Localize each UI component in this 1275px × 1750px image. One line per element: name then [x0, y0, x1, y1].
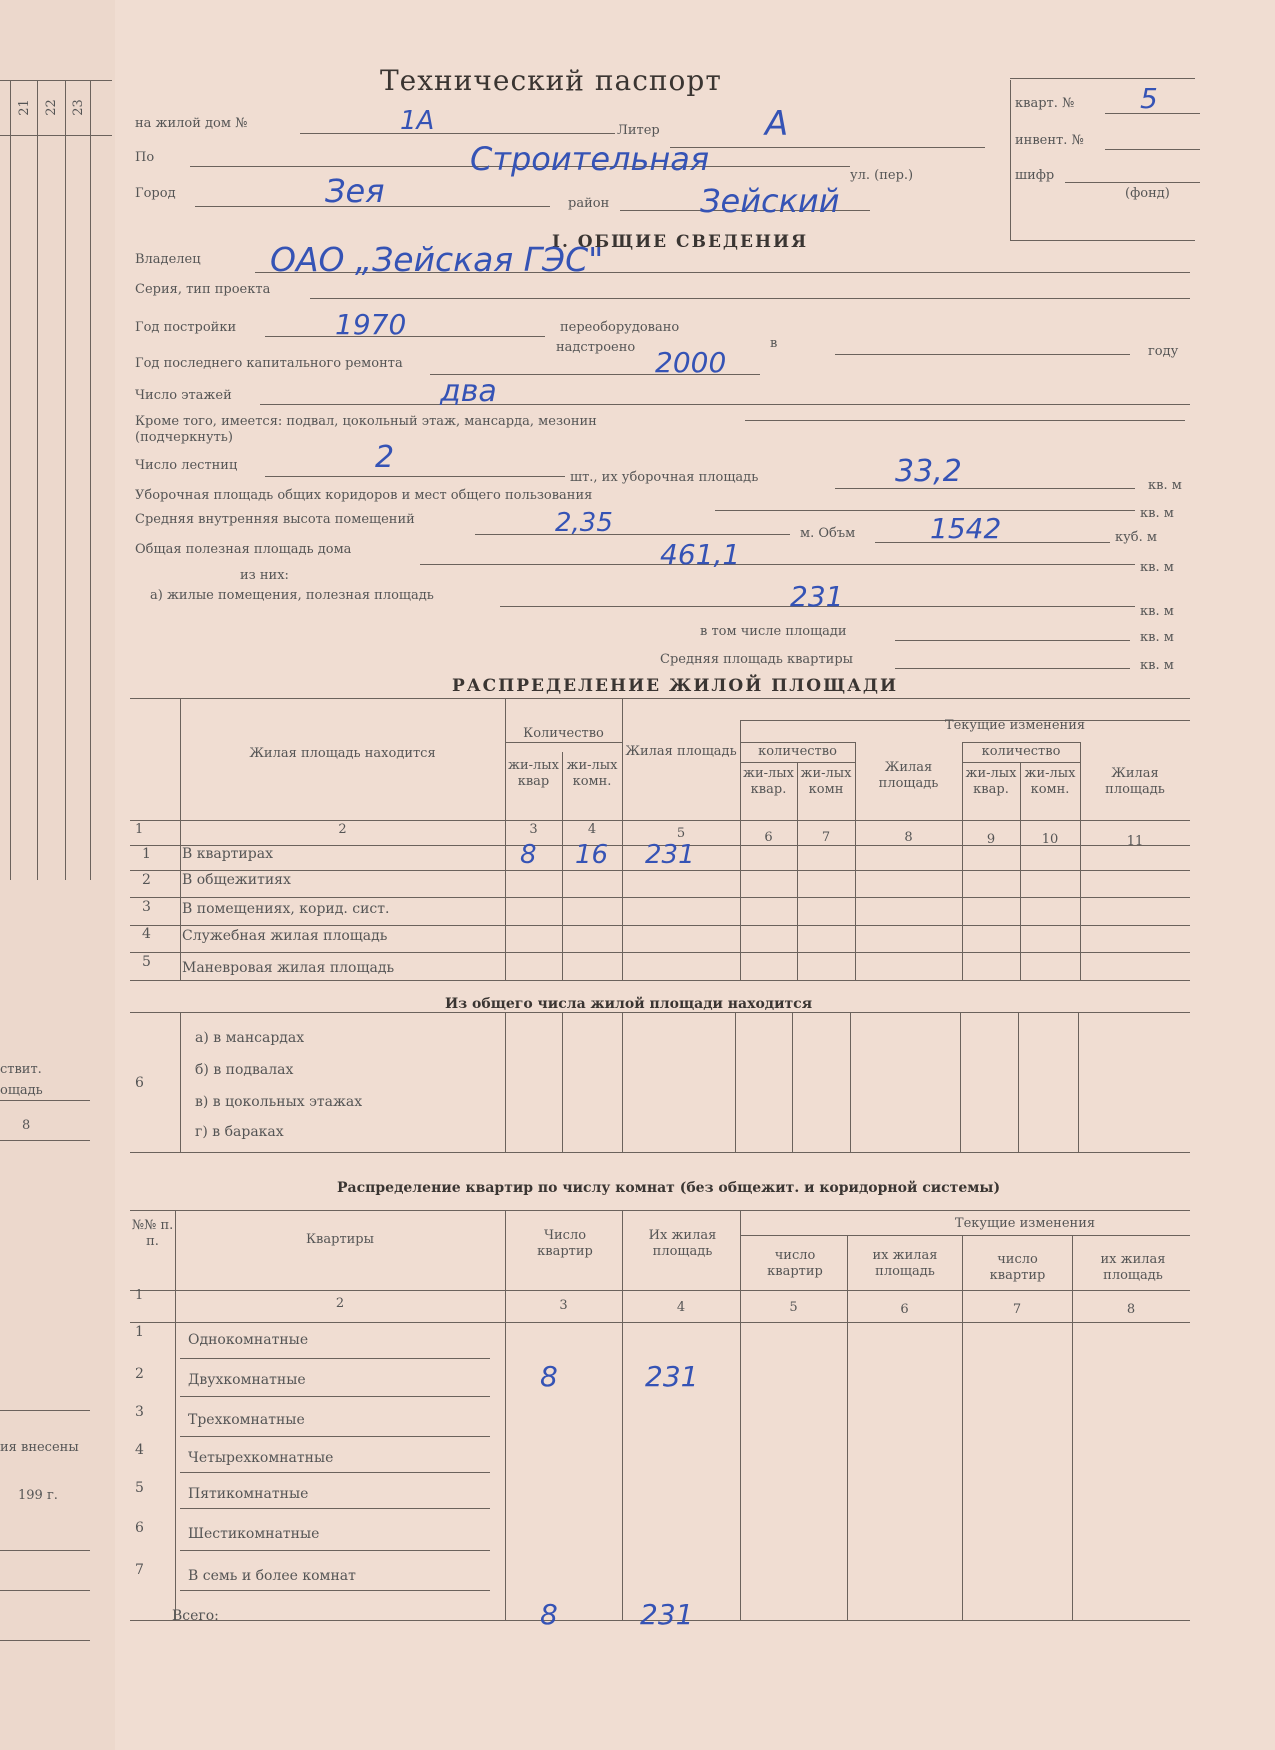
apt-label: кварт. № — [1015, 96, 1075, 111]
strip-text: ия внесены — [0, 1440, 79, 1455]
subtable-number: 6 — [135, 1075, 144, 1091]
col-apts2: жи-лых квар. — [743, 766, 794, 797]
rooms-row-label: Шестикомнатные — [188, 1526, 320, 1542]
col-location: Жилая площадь находится — [249, 746, 436, 761]
rooms-col-no: №№ п. п. — [131, 1218, 174, 1249]
total-value: 461,1 — [660, 538, 741, 571]
incl-label: в том числе площади — [700, 624, 847, 639]
liter-label: Литер — [617, 123, 660, 138]
col-qty: Количество — [523, 726, 604, 741]
stairs-value: 2 — [375, 440, 395, 475]
district-value: Зейский — [700, 182, 840, 220]
of-them-label: из них: — [240, 568, 289, 583]
stairs-label: Число лестниц — [135, 458, 238, 473]
col-area3: Жилая площадь — [1105, 766, 1165, 797]
row-number: 3 — [142, 899, 151, 915]
row-area: 231 — [645, 840, 695, 870]
col-number: 4 — [587, 822, 597, 837]
section-general-title: I. ОБЩИЕ СВЕДЕНИЯ — [552, 232, 809, 252]
in-label: в — [770, 336, 778, 351]
city-label: Город — [135, 186, 176, 201]
strip-col: 22 — [43, 99, 59, 116]
apt-value: 5 — [1140, 82, 1158, 115]
series-label: Серия, тип проекта — [135, 282, 271, 297]
height-label: Средняя внутренняя высота помещений — [135, 512, 415, 527]
distribution-title: РАСПРЕДЕЛЕНИЕ ЖИЛОЙ ПЛОЩАДИ — [452, 676, 899, 696]
col-qty3: количество — [981, 744, 1061, 759]
col-number: 9 — [986, 832, 996, 847]
col-number: 3 — [529, 822, 538, 837]
rooms-row-number: 5 — [135, 1480, 144, 1496]
row-number: 2 — [142, 872, 151, 888]
volume-value: 1542 — [930, 512, 1002, 545]
living-value: 231 — [790, 580, 844, 613]
year-value: 1970 — [335, 308, 407, 341]
cubm-unit: куб. м — [1115, 530, 1157, 545]
col-number: 10 — [1041, 832, 1059, 847]
rooms-row-area: 231 — [645, 1360, 699, 1393]
stairs-unit: шт., их уборочная площадь — [570, 470, 759, 485]
sqm-unit: кв. м — [1140, 506, 1174, 521]
row-rooms: 16 — [575, 840, 609, 870]
invent-label: инвент. № — [1015, 133, 1084, 148]
rooms-col-number: 6 — [900, 1302, 909, 1317]
rooms-row-label: Пятикомнатные — [188, 1486, 309, 1502]
strip-text: ствит. — [0, 1062, 42, 1077]
rooms-row-label: Трехкомнатные — [188, 1412, 305, 1428]
rooms-col-area3: их жилая площадь — [1100, 1252, 1166, 1283]
col-apts: жи-лых квар — [508, 758, 559, 789]
rooms-col-number: 2 — [335, 1296, 345, 1311]
sqm-unit: кв. м — [1140, 630, 1174, 645]
added-label: надстроено — [556, 340, 636, 355]
rooms-col-area2: их жилая площадь — [872, 1248, 938, 1279]
district-label: район — [568, 196, 610, 211]
height-value: 2,35 — [555, 508, 613, 538]
rooms-table-title: Распределение квартир по числу комнат (без общежит. и коридорной системы) — [337, 1180, 1001, 1196]
strip-text: 199 г. — [18, 1488, 58, 1503]
total-label: Общая полезная площадь дома — [135, 542, 352, 557]
repair-value: 2000 — [655, 346, 727, 379]
strip-col: 21 — [16, 99, 32, 116]
subtable-row: б) в подвалах — [195, 1062, 294, 1078]
volume-label: м. Объм — [800, 526, 856, 541]
rooms-row-label: Четырехкомнатные — [188, 1450, 334, 1466]
rooms-row-count: 8 — [540, 1360, 558, 1393]
row-label: В помещениях, корид. сист. — [182, 901, 390, 917]
rooms-total-label: Всего: — [172, 1608, 219, 1624]
corridors-label: Уборочная площадь общих коридоров и мест общего пользования — [135, 488, 593, 503]
fond-label: (фонд) — [1125, 186, 1170, 201]
repair-label: Год последнего капитального ремонта — [135, 356, 403, 371]
col-area2: Жилая площадь — [878, 760, 939, 791]
strip-col: 23 — [70, 99, 86, 116]
col-changes: Текущие изменения — [944, 718, 1086, 733]
rooms-col-number: 3 — [559, 1298, 568, 1313]
rooms-row-number: 1 — [135, 1324, 144, 1340]
stairs-area: 33,2 — [895, 454, 962, 489]
owner-label: Владелец — [135, 252, 201, 267]
year-suffix: году — [1148, 344, 1179, 359]
rooms-total-count: 8 — [540, 1598, 558, 1631]
col-number: 6 — [764, 830, 773, 845]
street-value: Строительная — [470, 140, 710, 178]
rooms-col-number: 1 — [135, 1288, 144, 1303]
row-number: 4 — [142, 926, 151, 942]
rooms-col-number: 7 — [1012, 1302, 1022, 1317]
col-rooms: жи-лых комн. — [566, 758, 618, 789]
rooms-col-number: 4 — [676, 1300, 686, 1315]
rooms-row-label: Двухкомнатные — [188, 1372, 306, 1388]
sqm-unit: кв. м — [1140, 658, 1174, 673]
floors-label: Число этажей — [135, 388, 232, 403]
rebuilt-label: переоборудовано — [560, 320, 680, 335]
liter-value: А — [765, 104, 789, 144]
avg-label: Средняя площадь квартиры — [660, 652, 854, 667]
subtable-row: в) в цокольных этажах — [195, 1094, 363, 1110]
rooms-col-area: Их жилая площадь — [648, 1228, 717, 1259]
box-border — [1010, 80, 1011, 240]
col-apts3: жи-лых квар. — [965, 766, 1017, 797]
sqm-unit: кв. м — [1148, 478, 1182, 493]
floors-value: два — [440, 374, 497, 409]
col-number: 2 — [338, 822, 347, 837]
owner-value: ОАО „Зейская ГЭС" — [270, 240, 604, 279]
rooms-row-number: 3 — [135, 1404, 144, 1420]
year-label: Год постройки — [135, 320, 237, 335]
col-area: Жилая площадь — [625, 744, 737, 759]
row-number: 1 — [142, 846, 151, 862]
col-number: 7 — [821, 830, 831, 845]
house-no: 1А — [400, 106, 435, 136]
strip-text: ощадь — [0, 1083, 43, 1098]
row-apts: 8 — [520, 840, 537, 870]
rooms-row-number: 4 — [135, 1442, 144, 1458]
rooms-col-count: Число квартир — [537, 1228, 593, 1259]
rooms-row-label: В семь и более комнат — [188, 1568, 356, 1584]
col-number: 8 — [904, 830, 913, 845]
col-number: 11 — [1126, 834, 1144, 849]
col-number: 1 — [135, 822, 144, 837]
page-title: Технический паспорт — [380, 64, 722, 97]
row-number: 5 — [142, 954, 151, 970]
subtable-title: Из общего числа жилой площади находится — [445, 996, 813, 1012]
rooms-row-label: Однокомнатные — [188, 1332, 309, 1348]
cipher-label: шифр — [1015, 168, 1055, 183]
col-rooms3: жи-лых комн. — [1024, 766, 1076, 797]
rooms-col-count2: число квартир — [767, 1248, 823, 1279]
col-number: 5 — [676, 826, 686, 841]
sqm-unit: кв. м — [1140, 560, 1174, 575]
row-label: Маневровая жилая площадь — [182, 960, 395, 976]
subtable-row: а) в мансардах — [195, 1030, 305, 1046]
living-label: а) жилые помещения, полезная площадь — [150, 588, 434, 603]
col-rooms2: жи-лых комн — [800, 766, 852, 797]
city-value: Зея — [325, 172, 385, 210]
row-label: В общежитиях — [182, 872, 291, 888]
rooms-col-count3: число квартир — [989, 1252, 1046, 1283]
house-label: на жилой дом № — [135, 116, 248, 131]
subtable-row: г) в бараках — [195, 1124, 284, 1140]
rooms-total-area: 231 — [640, 1598, 694, 1631]
strip-text: 8 — [22, 1118, 31, 1133]
sqm-unit: кв. м — [1140, 604, 1174, 619]
street-label: По — [135, 150, 155, 165]
rooms-col-changes: Текущие изменения — [954, 1216, 1096, 1231]
row-label: Служебная жилая площадь — [182, 928, 388, 944]
rooms-col-apts: Квартиры — [306, 1232, 374, 1247]
besides-label: Кроме того, имеется: подвал, цокольный этаж, мансарда, мезонин — [135, 414, 597, 429]
rooms-row-number: 6 — [135, 1520, 144, 1536]
col-qty2: количество — [758, 744, 837, 759]
rooms-col-number: 8 — [1126, 1302, 1136, 1317]
besides-label-2: (подчеркнуть) — [135, 430, 233, 445]
row-label: В квартирах — [182, 846, 273, 862]
rooms-row-number: 2 — [135, 1366, 144, 1382]
rooms-col-number: 5 — [789, 1300, 798, 1315]
previous-page-strip — [0, 0, 116, 1750]
rooms-row-number: 7 — [135, 1562, 144, 1578]
street-suffix: ул. (пер.) — [850, 168, 914, 183]
